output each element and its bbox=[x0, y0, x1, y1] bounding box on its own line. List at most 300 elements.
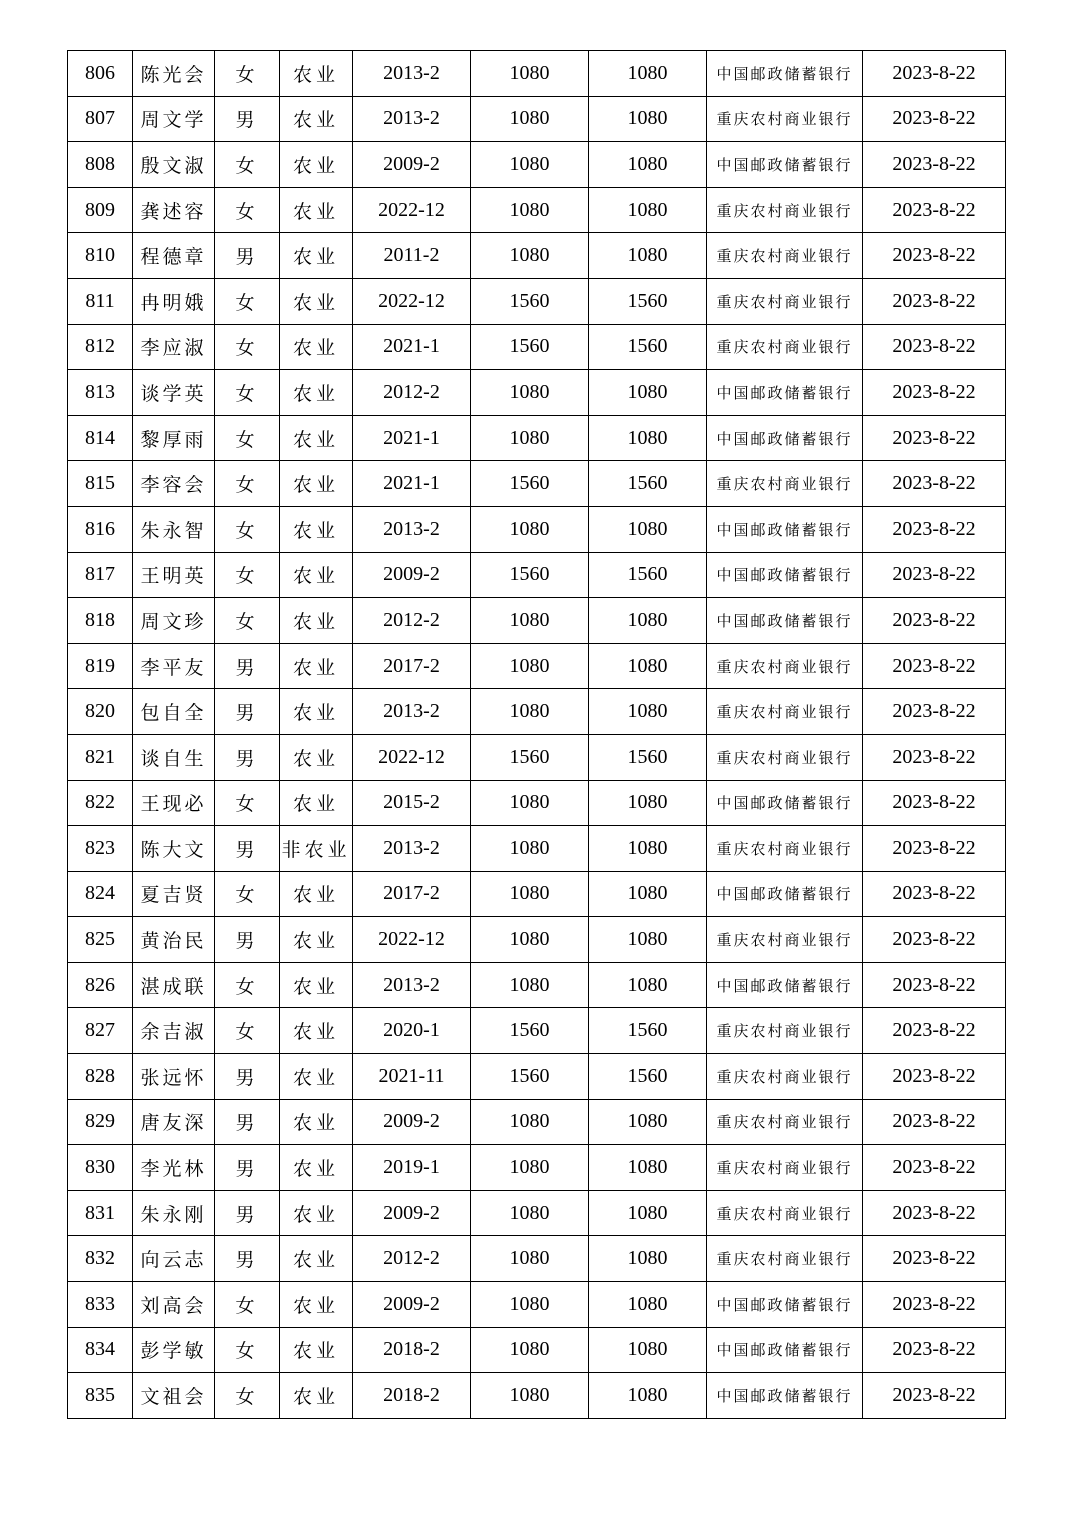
bank-cell: 重庆农村商业银行 bbox=[707, 1099, 863, 1145]
start-date-cell: 2021-11 bbox=[353, 1054, 471, 1100]
bank-cell: 重庆农村商业银行 bbox=[707, 1054, 863, 1100]
payment-date-cell: 2023-8-22 bbox=[863, 826, 1006, 872]
bank-cell: 重庆农村商业银行 bbox=[707, 278, 863, 324]
sex-cell: 男 bbox=[215, 1054, 280, 1100]
bank-cell: 中国邮政储蓄银行 bbox=[707, 1373, 863, 1419]
payment-date-cell: 2023-8-22 bbox=[863, 506, 1006, 552]
bank-cell: 中国邮政储蓄银行 bbox=[707, 780, 863, 826]
household-type-cell: 农业 bbox=[280, 96, 353, 142]
bank-cell: 重庆农村商业银行 bbox=[707, 1236, 863, 1282]
name-cell: 向云志 bbox=[133, 1236, 215, 1282]
amount-cell: 1080 bbox=[471, 96, 589, 142]
paid-amount-cell: 1080 bbox=[589, 415, 707, 461]
sex-cell: 男 bbox=[215, 1236, 280, 1282]
table-row bbox=[68, 1190, 1006, 1236]
amount-cell: 1560 bbox=[471, 1054, 589, 1100]
household-type-cell: 农业 bbox=[280, 552, 353, 598]
sex-cell: 女 bbox=[215, 461, 280, 507]
paid-amount-cell: 1080 bbox=[589, 187, 707, 233]
row-number-cell: 823 bbox=[68, 826, 133, 872]
sex-cell: 女 bbox=[215, 552, 280, 598]
bank-cell: 重庆农村商业银行 bbox=[707, 689, 863, 735]
name-cell: 黎厚雨 bbox=[133, 415, 215, 461]
row-number-cell: 807 bbox=[68, 96, 133, 142]
start-date-cell: 2022-12 bbox=[353, 187, 471, 233]
bank-cell: 重庆农村商业银行 bbox=[707, 1190, 863, 1236]
table-row bbox=[68, 1282, 1006, 1328]
bank-cell: 中国邮政储蓄银行 bbox=[707, 506, 863, 552]
name-cell: 张远怀 bbox=[133, 1054, 215, 1100]
sex-cell: 女 bbox=[215, 278, 280, 324]
amount-cell: 1560 bbox=[471, 461, 589, 507]
name-cell: 陈光会 bbox=[133, 51, 215, 97]
household-type-cell: 农业 bbox=[280, 415, 353, 461]
bank-cell: 重庆农村商业银行 bbox=[707, 324, 863, 370]
table-row bbox=[68, 370, 1006, 416]
payment-date-cell: 2023-8-22 bbox=[863, 1327, 1006, 1373]
sex-cell: 男 bbox=[215, 96, 280, 142]
name-cell: 李应淑 bbox=[133, 324, 215, 370]
document-table-wrapper bbox=[67, 50, 1006, 1419]
sex-cell: 男 bbox=[215, 689, 280, 735]
table-row bbox=[68, 142, 1006, 188]
paid-amount-cell: 1080 bbox=[589, 1099, 707, 1145]
name-cell: 刘高会 bbox=[133, 1282, 215, 1328]
amount-cell: 1080 bbox=[471, 780, 589, 826]
sex-cell: 男 bbox=[215, 917, 280, 963]
table-row bbox=[68, 51, 1006, 97]
table-row bbox=[68, 415, 1006, 461]
paid-amount-cell: 1080 bbox=[589, 598, 707, 644]
payment-date-cell: 2023-8-22 bbox=[863, 962, 1006, 1008]
paid-amount-cell: 1080 bbox=[589, 1190, 707, 1236]
payment-date-cell: 2023-8-22 bbox=[863, 1145, 1006, 1191]
bank-cell: 中国邮政储蓄银行 bbox=[707, 1282, 863, 1328]
table-row bbox=[68, 689, 1006, 735]
paid-amount-cell: 1560 bbox=[589, 552, 707, 598]
household-type-cell: 农业 bbox=[280, 1008, 353, 1054]
household-type-cell: 农业 bbox=[280, 962, 353, 1008]
amount-cell: 1080 bbox=[471, 506, 589, 552]
name-cell: 朱永刚 bbox=[133, 1190, 215, 1236]
household-type-cell: 农业 bbox=[280, 51, 353, 97]
name-cell: 唐友深 bbox=[133, 1099, 215, 1145]
row-number-cell: 835 bbox=[68, 1373, 133, 1419]
household-type-cell: 农业 bbox=[280, 1099, 353, 1145]
table-row bbox=[68, 1054, 1006, 1100]
amount-cell: 1560 bbox=[471, 1008, 589, 1054]
table-row bbox=[68, 506, 1006, 552]
payment-date-cell: 2023-8-22 bbox=[863, 1373, 1006, 1419]
table-row bbox=[68, 598, 1006, 644]
row-number-cell: 833 bbox=[68, 1282, 133, 1328]
table-row bbox=[68, 962, 1006, 1008]
payment-date-cell: 2023-8-22 bbox=[863, 1099, 1006, 1145]
household-type-cell: 农业 bbox=[280, 1054, 353, 1100]
name-cell: 湛成联 bbox=[133, 962, 215, 1008]
bank-cell: 中国邮政储蓄银行 bbox=[707, 51, 863, 97]
name-cell: 陈大文 bbox=[133, 826, 215, 872]
paid-amount-cell: 1080 bbox=[589, 643, 707, 689]
start-date-cell: 2013-2 bbox=[353, 826, 471, 872]
row-number-cell: 829 bbox=[68, 1099, 133, 1145]
paid-amount-cell: 1080 bbox=[589, 962, 707, 1008]
sex-cell: 女 bbox=[215, 415, 280, 461]
sex-cell: 女 bbox=[215, 780, 280, 826]
bank-cell: 重庆农村商业银行 bbox=[707, 826, 863, 872]
start-date-cell: 2013-2 bbox=[353, 96, 471, 142]
household-type-cell: 农业 bbox=[280, 1373, 353, 1419]
payment-date-cell: 2023-8-22 bbox=[863, 689, 1006, 735]
row-number-cell: 830 bbox=[68, 1145, 133, 1191]
row-number-cell: 824 bbox=[68, 871, 133, 917]
table-row bbox=[68, 1008, 1006, 1054]
row-number-cell: 827 bbox=[68, 1008, 133, 1054]
payment-date-cell: 2023-8-22 bbox=[863, 324, 1006, 370]
payment-date-cell: 2023-8-22 bbox=[863, 780, 1006, 826]
row-number-cell: 806 bbox=[68, 51, 133, 97]
sex-cell: 女 bbox=[215, 370, 280, 416]
bank-cell: 中国邮政储蓄银行 bbox=[707, 415, 863, 461]
table-row bbox=[68, 187, 1006, 233]
start-date-cell: 2018-2 bbox=[353, 1327, 471, 1373]
row-number-cell: 826 bbox=[68, 962, 133, 1008]
sex-cell: 女 bbox=[215, 871, 280, 917]
row-number-cell: 813 bbox=[68, 370, 133, 416]
paid-amount-cell: 1080 bbox=[589, 142, 707, 188]
payment-date-cell: 2023-8-22 bbox=[863, 598, 1006, 644]
start-date-cell: 2013-2 bbox=[353, 51, 471, 97]
sex-cell: 女 bbox=[215, 1008, 280, 1054]
start-date-cell: 2022-12 bbox=[353, 917, 471, 963]
payment-date-cell: 2023-8-22 bbox=[863, 233, 1006, 279]
bank-cell: 重庆农村商业银行 bbox=[707, 1008, 863, 1054]
sex-cell: 女 bbox=[215, 187, 280, 233]
bank-cell: 中国邮政储蓄银行 bbox=[707, 370, 863, 416]
amount-cell: 1080 bbox=[471, 187, 589, 233]
row-number-cell: 812 bbox=[68, 324, 133, 370]
start-date-cell: 2019-1 bbox=[353, 1145, 471, 1191]
bank-cell: 中国邮政储蓄银行 bbox=[707, 552, 863, 598]
payment-date-cell: 2023-8-22 bbox=[863, 552, 1006, 598]
paid-amount-cell: 1560 bbox=[589, 1008, 707, 1054]
start-date-cell: 2013-2 bbox=[353, 689, 471, 735]
row-number-cell: 820 bbox=[68, 689, 133, 735]
table-row bbox=[68, 1145, 1006, 1191]
paid-amount-cell: 1560 bbox=[589, 1054, 707, 1100]
household-type-cell: 农业 bbox=[280, 187, 353, 233]
amount-cell: 1080 bbox=[471, 1327, 589, 1373]
sex-cell: 男 bbox=[215, 1190, 280, 1236]
table-row bbox=[68, 871, 1006, 917]
paid-amount-cell: 1080 bbox=[589, 871, 707, 917]
name-cell: 谈学英 bbox=[133, 370, 215, 416]
paid-amount-cell: 1080 bbox=[589, 780, 707, 826]
paid-amount-cell: 1080 bbox=[589, 1373, 707, 1419]
amount-cell: 1080 bbox=[471, 871, 589, 917]
table-row bbox=[68, 324, 1006, 370]
sex-cell: 男 bbox=[215, 734, 280, 780]
paid-amount-cell: 1080 bbox=[589, 233, 707, 279]
paid-amount-cell: 1560 bbox=[589, 278, 707, 324]
table-row bbox=[68, 734, 1006, 780]
start-date-cell: 2009-2 bbox=[353, 552, 471, 598]
sex-cell: 女 bbox=[215, 142, 280, 188]
paid-amount-cell: 1560 bbox=[589, 734, 707, 780]
amount-cell: 1080 bbox=[471, 1145, 589, 1191]
payment-date-cell: 2023-8-22 bbox=[863, 1236, 1006, 1282]
payment-date-cell: 2023-8-22 bbox=[863, 643, 1006, 689]
table-body bbox=[68, 51, 1006, 1419]
row-number-cell: 814 bbox=[68, 415, 133, 461]
paid-amount-cell: 1560 bbox=[589, 461, 707, 507]
name-cell: 周文珍 bbox=[133, 598, 215, 644]
household-type-cell: 农业 bbox=[280, 734, 353, 780]
household-type-cell: 农业 bbox=[280, 506, 353, 552]
row-number-cell: 832 bbox=[68, 1236, 133, 1282]
name-cell: 李平友 bbox=[133, 643, 215, 689]
household-type-cell: 农业 bbox=[280, 643, 353, 689]
name-cell: 李容会 bbox=[133, 461, 215, 507]
payment-date-cell: 2023-8-22 bbox=[863, 370, 1006, 416]
household-type-cell: 农业 bbox=[280, 324, 353, 370]
bank-cell: 重庆农村商业银行 bbox=[707, 643, 863, 689]
amount-cell: 1080 bbox=[471, 51, 589, 97]
start-date-cell: 2021-1 bbox=[353, 415, 471, 461]
amount-cell: 1080 bbox=[471, 142, 589, 188]
name-cell: 程德章 bbox=[133, 233, 215, 279]
name-cell: 龚述容 bbox=[133, 187, 215, 233]
name-cell: 冉明娥 bbox=[133, 278, 215, 324]
payment-date-cell: 2023-8-22 bbox=[863, 51, 1006, 97]
start-date-cell: 2009-2 bbox=[353, 1282, 471, 1328]
bank-cell: 重庆农村商业银行 bbox=[707, 461, 863, 507]
start-date-cell: 2012-2 bbox=[353, 370, 471, 416]
bank-cell: 中国邮政储蓄银行 bbox=[707, 962, 863, 1008]
bank-cell: 重庆农村商业银行 bbox=[707, 734, 863, 780]
paid-amount-cell: 1080 bbox=[589, 1282, 707, 1328]
table-row bbox=[68, 1327, 1006, 1373]
row-number-cell: 831 bbox=[68, 1190, 133, 1236]
subsidy-table bbox=[67, 50, 1006, 1419]
paid-amount-cell: 1080 bbox=[589, 96, 707, 142]
bank-cell: 重庆农村商业银行 bbox=[707, 187, 863, 233]
payment-date-cell: 2023-8-22 bbox=[863, 1282, 1006, 1328]
table-row bbox=[68, 780, 1006, 826]
paid-amount-cell: 1080 bbox=[589, 51, 707, 97]
sex-cell: 女 bbox=[215, 51, 280, 97]
payment-date-cell: 2023-8-22 bbox=[863, 415, 1006, 461]
amount-cell: 1080 bbox=[471, 598, 589, 644]
bank-cell: 重庆农村商业银行 bbox=[707, 233, 863, 279]
table-row bbox=[68, 1099, 1006, 1145]
table-row bbox=[68, 96, 1006, 142]
household-type-cell: 农业 bbox=[280, 461, 353, 507]
start-date-cell: 2015-2 bbox=[353, 780, 471, 826]
row-number-cell: 809 bbox=[68, 187, 133, 233]
paid-amount-cell: 1080 bbox=[589, 370, 707, 416]
sex-cell: 男 bbox=[215, 1099, 280, 1145]
household-type-cell: 农业 bbox=[280, 1282, 353, 1328]
table-row bbox=[68, 461, 1006, 507]
bank-cell: 中国邮政储蓄银行 bbox=[707, 142, 863, 188]
amount-cell: 1080 bbox=[471, 1099, 589, 1145]
name-cell: 夏吉贤 bbox=[133, 871, 215, 917]
row-number-cell: 818 bbox=[68, 598, 133, 644]
start-date-cell: 2011-2 bbox=[353, 233, 471, 279]
name-cell: 李光林 bbox=[133, 1145, 215, 1191]
amount-cell: 1560 bbox=[471, 734, 589, 780]
bank-cell: 重庆农村商业银行 bbox=[707, 96, 863, 142]
start-date-cell: 2018-2 bbox=[353, 1373, 471, 1419]
household-type-cell: 非农业 bbox=[280, 826, 353, 872]
household-type-cell: 农业 bbox=[280, 1236, 353, 1282]
paid-amount-cell: 1080 bbox=[589, 1236, 707, 1282]
amount-cell: 1080 bbox=[471, 370, 589, 416]
start-date-cell: 2012-2 bbox=[353, 598, 471, 644]
name-cell: 周文学 bbox=[133, 96, 215, 142]
start-date-cell: 2017-2 bbox=[353, 871, 471, 917]
payment-date-cell: 2023-8-22 bbox=[863, 187, 1006, 233]
payment-date-cell: 2023-8-22 bbox=[863, 1054, 1006, 1100]
sex-cell: 女 bbox=[215, 962, 280, 1008]
row-number-cell: 822 bbox=[68, 780, 133, 826]
household-type-cell: 农业 bbox=[280, 598, 353, 644]
household-type-cell: 农业 bbox=[280, 1327, 353, 1373]
row-number-cell: 828 bbox=[68, 1054, 133, 1100]
household-type-cell: 农业 bbox=[280, 689, 353, 735]
sex-cell: 女 bbox=[215, 506, 280, 552]
start-date-cell: 2012-2 bbox=[353, 1236, 471, 1282]
name-cell: 王现必 bbox=[133, 780, 215, 826]
amount-cell: 1080 bbox=[471, 233, 589, 279]
payment-date-cell: 2023-8-22 bbox=[863, 142, 1006, 188]
paid-amount-cell: 1080 bbox=[589, 1145, 707, 1191]
household-type-cell: 农业 bbox=[280, 370, 353, 416]
start-date-cell: 2009-2 bbox=[353, 1099, 471, 1145]
household-type-cell: 农业 bbox=[280, 142, 353, 188]
payment-date-cell: 2023-8-22 bbox=[863, 917, 1006, 963]
name-cell: 彭学敏 bbox=[133, 1327, 215, 1373]
row-number-cell: 821 bbox=[68, 734, 133, 780]
row-number-cell: 811 bbox=[68, 278, 133, 324]
start-date-cell: 2021-1 bbox=[353, 324, 471, 370]
amount-cell: 1080 bbox=[471, 689, 589, 735]
start-date-cell: 2013-2 bbox=[353, 506, 471, 552]
table-row bbox=[68, 917, 1006, 963]
row-number-cell: 825 bbox=[68, 917, 133, 963]
name-cell: 谈自生 bbox=[133, 734, 215, 780]
amount-cell: 1080 bbox=[471, 1373, 589, 1419]
household-type-cell: 农业 bbox=[280, 917, 353, 963]
household-type-cell: 农业 bbox=[280, 780, 353, 826]
sex-cell: 男 bbox=[215, 1145, 280, 1191]
name-cell: 文祖会 bbox=[133, 1373, 215, 1419]
amount-cell: 1560 bbox=[471, 278, 589, 324]
household-type-cell: 农业 bbox=[280, 871, 353, 917]
name-cell: 黄治民 bbox=[133, 917, 215, 963]
amount-cell: 1080 bbox=[471, 415, 589, 461]
paid-amount-cell: 1080 bbox=[589, 689, 707, 735]
start-date-cell: 2021-1 bbox=[353, 461, 471, 507]
payment-date-cell: 2023-8-22 bbox=[863, 1190, 1006, 1236]
table-row bbox=[68, 278, 1006, 324]
start-date-cell: 2022-12 bbox=[353, 278, 471, 324]
amount-cell: 1080 bbox=[471, 1190, 589, 1236]
paid-amount-cell: 1080 bbox=[589, 1327, 707, 1373]
start-date-cell: 2013-2 bbox=[353, 962, 471, 1008]
row-number-cell: 810 bbox=[68, 233, 133, 279]
amount-cell: 1080 bbox=[471, 643, 589, 689]
household-type-cell: 农业 bbox=[280, 1190, 353, 1236]
start-date-cell: 2017-2 bbox=[353, 643, 471, 689]
table-row bbox=[68, 233, 1006, 279]
bank-cell: 中国邮政储蓄银行 bbox=[707, 1327, 863, 1373]
bank-cell: 重庆农村商业银行 bbox=[707, 917, 863, 963]
start-date-cell: 2020-1 bbox=[353, 1008, 471, 1054]
household-type-cell: 农业 bbox=[280, 1145, 353, 1191]
start-date-cell: 2009-2 bbox=[353, 1190, 471, 1236]
amount-cell: 1080 bbox=[471, 826, 589, 872]
amount-cell: 1560 bbox=[471, 552, 589, 598]
name-cell: 包自全 bbox=[133, 689, 215, 735]
payment-date-cell: 2023-8-22 bbox=[863, 1008, 1006, 1054]
table-row bbox=[68, 643, 1006, 689]
bank-cell: 重庆农村商业银行 bbox=[707, 1145, 863, 1191]
amount-cell: 1560 bbox=[471, 324, 589, 370]
bank-cell: 中国邮政储蓄银行 bbox=[707, 598, 863, 644]
amount-cell: 1080 bbox=[471, 917, 589, 963]
name-cell: 余吉淑 bbox=[133, 1008, 215, 1054]
amount-cell: 1080 bbox=[471, 1282, 589, 1328]
bank-cell: 中国邮政储蓄银行 bbox=[707, 871, 863, 917]
table-row bbox=[68, 1373, 1006, 1419]
sex-cell: 女 bbox=[215, 598, 280, 644]
table-row bbox=[68, 552, 1006, 598]
payment-date-cell: 2023-8-22 bbox=[863, 871, 1006, 917]
start-date-cell: 2022-12 bbox=[353, 734, 471, 780]
payment-date-cell: 2023-8-22 bbox=[863, 461, 1006, 507]
payment-date-cell: 2023-8-22 bbox=[863, 278, 1006, 324]
paid-amount-cell: 1560 bbox=[589, 324, 707, 370]
sex-cell: 女 bbox=[215, 1373, 280, 1419]
sex-cell: 男 bbox=[215, 233, 280, 279]
name-cell: 殷文淑 bbox=[133, 142, 215, 188]
name-cell: 王明英 bbox=[133, 552, 215, 598]
row-number-cell: 834 bbox=[68, 1327, 133, 1373]
paid-amount-cell: 1080 bbox=[589, 506, 707, 552]
payment-date-cell: 2023-8-22 bbox=[863, 96, 1006, 142]
sex-cell: 男 bbox=[215, 643, 280, 689]
row-number-cell: 817 bbox=[68, 552, 133, 598]
amount-cell: 1080 bbox=[471, 1236, 589, 1282]
table-row bbox=[68, 1236, 1006, 1282]
row-number-cell: 816 bbox=[68, 506, 133, 552]
paid-amount-cell: 1080 bbox=[589, 826, 707, 872]
household-type-cell: 农业 bbox=[280, 233, 353, 279]
sex-cell: 男 bbox=[215, 826, 280, 872]
row-number-cell: 808 bbox=[68, 142, 133, 188]
name-cell: 朱永智 bbox=[133, 506, 215, 552]
household-type-cell: 农业 bbox=[280, 278, 353, 324]
table-row bbox=[68, 826, 1006, 872]
paid-amount-cell: 1080 bbox=[589, 917, 707, 963]
start-date-cell: 2009-2 bbox=[353, 142, 471, 188]
amount-cell: 1080 bbox=[471, 962, 589, 1008]
row-number-cell: 819 bbox=[68, 643, 133, 689]
sex-cell: 女 bbox=[215, 1327, 280, 1373]
payment-date-cell: 2023-8-22 bbox=[863, 734, 1006, 780]
